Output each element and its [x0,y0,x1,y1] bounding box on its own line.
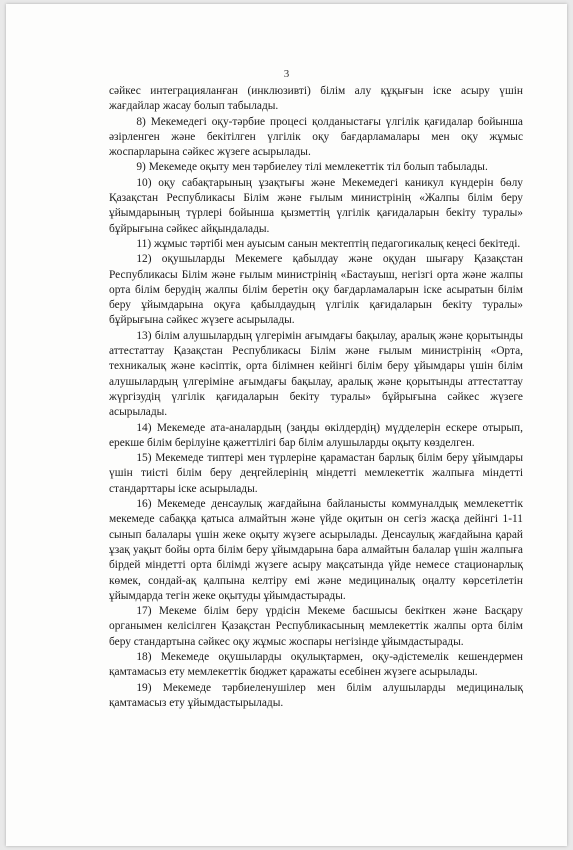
paragraph-18: 18) Мекемеде оқушыларды оқулықтармен, оқу-әдістемелік кешендермен қамтамасыз ету мемлекеттік бюджет қаражаты есебінен жүзеге асырылады. [109,650,523,679]
paragraph-19: 19) Мекемеде тәрбиеленушілер мен білім алушыларды медициналық қамтамасыз ету ұйымдастырылады. [109,681,523,709]
paragraph-continuation: сәйкес интеграцияланған (инклюзивті) білім алу құқығын іске асыру үшін жағдайлар жасау болып табылады. [109,85,523,113]
paragraph-17: 17) Мекеме білім беру үрдісін Мекеме басшысы бекіткен және Басқару органымен келісілген Қазақстан Республикасының мемлекеттік жалпы орта білім беру стандартына сәйкес оқу жұмыс жоспары негізінде ұйымдастырады. [109,605,523,648]
paragraph-9: 9) Мекемеде оқыту мен тәрбиелеу тілі мемлекеттік тіл болып табылады. [136,161,488,174]
page-number: 3 [283,68,290,80]
paragraph-16: 16) Мекемеде денсаулық жағдайына байланысты коммуналдық мемлекеттік мекемеде сабаққа қатыса алмайтын және үйде оқитын он сегіз жасқа дейінгі 1-11 сынып балалары үшін жеке оқыту жүзеге асырылады. Денсаулық жағдайына қарай ұзақ уақыт бойы орта білім беру ұйымдарына бара алмайтын балалар үшін жалпыға бірдей міндетті орта білімді жүзеге асыру мақсатында үйде немесе стационарлық көмек, сондай-ақ қалпына келтіру емі және медициналық оңалту көрсетілетін ұйымдарда тегін жеке оқытуды ұйымдастырады. [109,498,523,602]
paragraph-10: 10) оқу сабақтарының ұзақтығы және Мекемедегі каникул күндерін бөлу Қазақстан Республикасы Білім және ғылым министрінің «Жалпы білім беру ұйымдарының түрлері бойынша қызметтің үлгілік қағидаларын бекіту туралы» бұйрығына сәйкес айқындалады. [109,176,523,235]
paragraph-8: 8) Мекемедегі оқу-тәрбие процесі қолданыстағы үлгілік қағидалар бойынша әзірленген және бекітілген үлгілік оқу бағдарламалары мен оқу жұмыс жоспарларына сәйкес жүзеге асырылады. [109,115,523,159]
paragraph-11: 11) жұмыс тәртібі мен ауысым санын мектептің педагогикалық кеңесі бекітеді. [136,237,521,250]
document-body [109,84,523,711]
paragraph-15: 15) Мекемеде типтері мен түрлеріне қарамастан барлық білім беру ұйымдары үшін тиісті білім беру деңгейлерінің міндетті мемлекеттік жалпыға міндетті стандарттары іске асырылады. [109,452,523,495]
paragraph-14: 14) Мекемеде ата-аналардың (заңды өкілдердің) мүдделерін ескере отырып, ерекше білім берілуіне қажеттілігі бар білім алушыларды оқыту көзделген. [109,421,523,449]
document-page [6,4,567,846]
paragraph-12: 12) оқушыларды Мекемеге қабылдау және оқудан шығару Қазақстан Республикасы Білім және ғылым министрінің «Бастауыш, негізгі орта және жалпы орта білім берудің жалпы білім беретін оқу бағдарламаларын іске асыратын білім беру ұйымдарына оқуға қабылдаудың үлгілік қағидаларын бекіту туралы» бұйрығына сәйкес жүзеге асырылады. [109,253,523,327]
paragraph-13: 13) білім алушылардың үлгерімін ағымдағы бақылау, аралық және қорытынды аттестаттау Қазақстан Республикасы Білім және ғылым министрінің «Орта, техникалық және кәсіптік, орта білімнен кейінгі білім беру ұйымдары үшін білім алушылардың үлгеріміне ағымдағы бақылау, аралық және қорытынды аттестаттау жүргізудің үлгілік қағидаларын бекіту туралы» бұйрығына сәйкес жүзеге асырылады. [109,329,523,419]
